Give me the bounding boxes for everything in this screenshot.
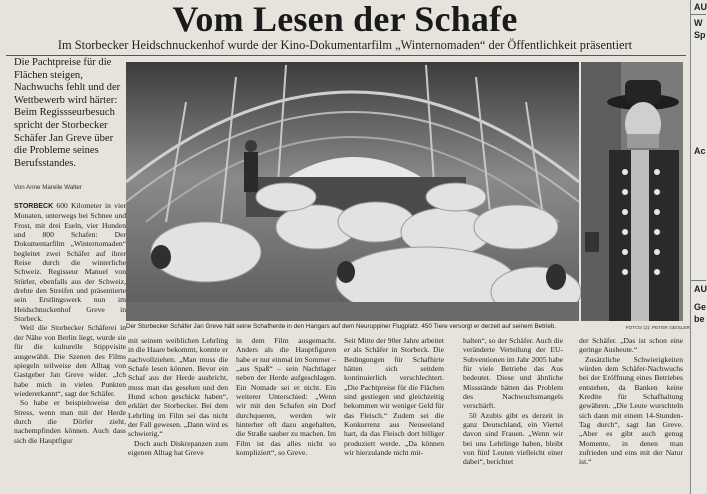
- paragraph: 50 Azubis gibt es derzeit in ganz Deutschland, ein Viertel davon sind Frauen. „Wenn wir bei uns Lehrlinge haben, bleibt von fünf Leuten vielleicht einer dabei“, berichtet: [463, 410, 563, 467]
- subheadline: Im Storbecker Heidschnuckenhof wurde der Kino-Dokumentarfilm „Winternomaden“ der Öffentlichkeit präsentiert: [57, 38, 633, 52]
- paragraph: in dem Film ausgemacht. Anders als die Hauptfiguren habe er nur einmal im Sommer – „aus Spaß“ – sein Nachtlager neben der Herde aufgeschlagen. Ein Nomade sei er nicht. Ein weiterer Unterschied: „Wenn wir mit den Schafen ein Dorf durchqueren, werden wir hinterher oft dazu angehalten, die Straße sauber zu machen. Im Film ist das alles nicht so kompliziert“, so Greve.: [236, 336, 336, 458]
- sidebar-divider: [691, 280, 706, 281]
- article-column-5: [463, 336, 563, 491]
- paragraph: Weil die Storbecker Schäferei in der Nähe von Berlin liegt, wurde sie für die kulturelle Stippvisite ausgewählt. Die Szenen des Films spiegeln teilweise den Alltag von Gastgeber Jan Greve wider. „Ich habe mich in vielen Punkten wiedererkannt“, sagt der Schäfer.: [14, 323, 126, 398]
- paragraph: der Schäfer. „Das ist schon eine geringe Ausbeute.“: [579, 336, 683, 355]
- sidebar-heading: Ge: [694, 302, 707, 312]
- divider: [6, 55, 686, 56]
- sidebar-heading: W: [694, 18, 703, 28]
- article-column-3: [236, 336, 336, 491]
- paragraph: halten“, so der Schäfer. Auch die veränderte Verteilung der EU-Subventionen im Jahr 2005 habe für viele Betriebe das Aus bedeutet. Diese und ähnliche Missstände hätten das Problem des Nachwuchsmangels verschärft.: [463, 336, 563, 411]
- paragraph: 600 Kilometer in vier Monaten, unterwegs bei Schnee und Frost, mit drei Eseln, vier Hunden und 800 Schafen: Der Dokumentarfilm „Winternomaden“ begleitet zwei Schäfer auf ihrer Reise durch die winterliche Schweiz. Regisseur Manuel von Stürler, ebenfalls aus der Schweiz, drehte den Streifen und präsentierte sein Erstlingswerk nun im Heidschnuckenhof Greve in Storbeck.: [14, 201, 126, 324]
- sidebar-heading: Ac: [694, 146, 706, 156]
- sidebar-heading: AU: [694, 2, 707, 12]
- article-column-1: [14, 201, 126, 491]
- shepherd-portrait-image: [581, 62, 683, 321]
- paragraph: Zusätzliche Schwierigkeiten würden dem Schäfer-Nachwuchs bei der Eröffnung eines Betriebes entstehen, da Banken keine Kredite für Schafhaltung gewähren. „Die Leute wurschteln sich dann mit einem 14-Stunden-Tag durch“, sagt Jan Greve. „Aber es gibt auch genug Momente, in denen man zufrieden und eins mit der Natur ist.“: [579, 354, 683, 467]
- dateline: STORBECK: [14, 203, 54, 210]
- sidebar-heading: AU: [694, 284, 707, 294]
- photo-shepherd-portrait: [581, 62, 683, 321]
- article-column-4: [344, 336, 444, 491]
- paragraph: Doch auch Diskrepanzen zum eigenen Alltag hat Greve: [128, 438, 228, 458]
- article-column-2: [128, 336, 228, 491]
- article-column-6: [579, 336, 683, 491]
- sidebar-divider: [691, 14, 706, 15]
- headline: Vom Lesen der Schafe: [172, 0, 518, 39]
- sheep-hangar-image: [126, 62, 579, 321]
- sidebar-heading: be: [694, 314, 705, 324]
- paragraph: mit seinem weiblichen Lehrling in die Haare bekommt, konnte er nachvollziehen. „Man muss die Schafe lesen können. Bevor ein Schaf aus der Herde ausbricht, muss man das gesehen und den Hund schon geschickt haben“, erklärt der Storbecker. Bei dem Lehrling im Film sei das nicht der Fall gewesen. „Dann wird es schwierig.“: [128, 336, 228, 439]
- byline: Von Anne Mareile Walter: [14, 184, 82, 191]
- sidebar-heading: Sp: [694, 30, 706, 40]
- photo-credit: FOTOS (2): PETER GEISLER: [625, 326, 690, 331]
- lead-paragraph: Die Pachtpreise für die Flächen steigen, Nachwuchs fehlt und der Wettbewerb wird härter: Beim Regissseurbesuch spricht der Storbecker Schäfer Jan Greve über die Probleme seines Berufsstandes.: [14, 57, 121, 169]
- photo-caption: Der Storbecker Schäfer Jan Greve hält seine Schafherde in den Hangars auf dem Neuruppiner Flugplatz. 450 Tiere versorgt er derzeit auf seinem Betrieb.: [126, 323, 557, 330]
- paragraph: So habe er beispielsweise den Stress, wenn man mit der Herde durch die Dörfer zieht, nachempfinden können. Auch dass sich die Hauptfigur: [14, 398, 126, 445]
- paragraph: Seit Mitte der 90er Jahre arbeitet er als Schäfer in Storbeck. Die Bedingungen für Schafhirte hätten sich seitdem kontinuierlich verschlechtert. „Die Pachtpreise für die Flächen sind gestiegen und gleichzeitig bekommen wir weniger Geld für das Fleisch.“ Zudem sei die Konkurrenz aus Neuseeland hart, da das Fleisch dort billiger produziert werde. „Da können wir hierzulande nicht mit-: [344, 336, 444, 458]
- photo-sheep-hangar: [126, 62, 579, 321]
- adjacent-column: [690, 0, 706, 494]
